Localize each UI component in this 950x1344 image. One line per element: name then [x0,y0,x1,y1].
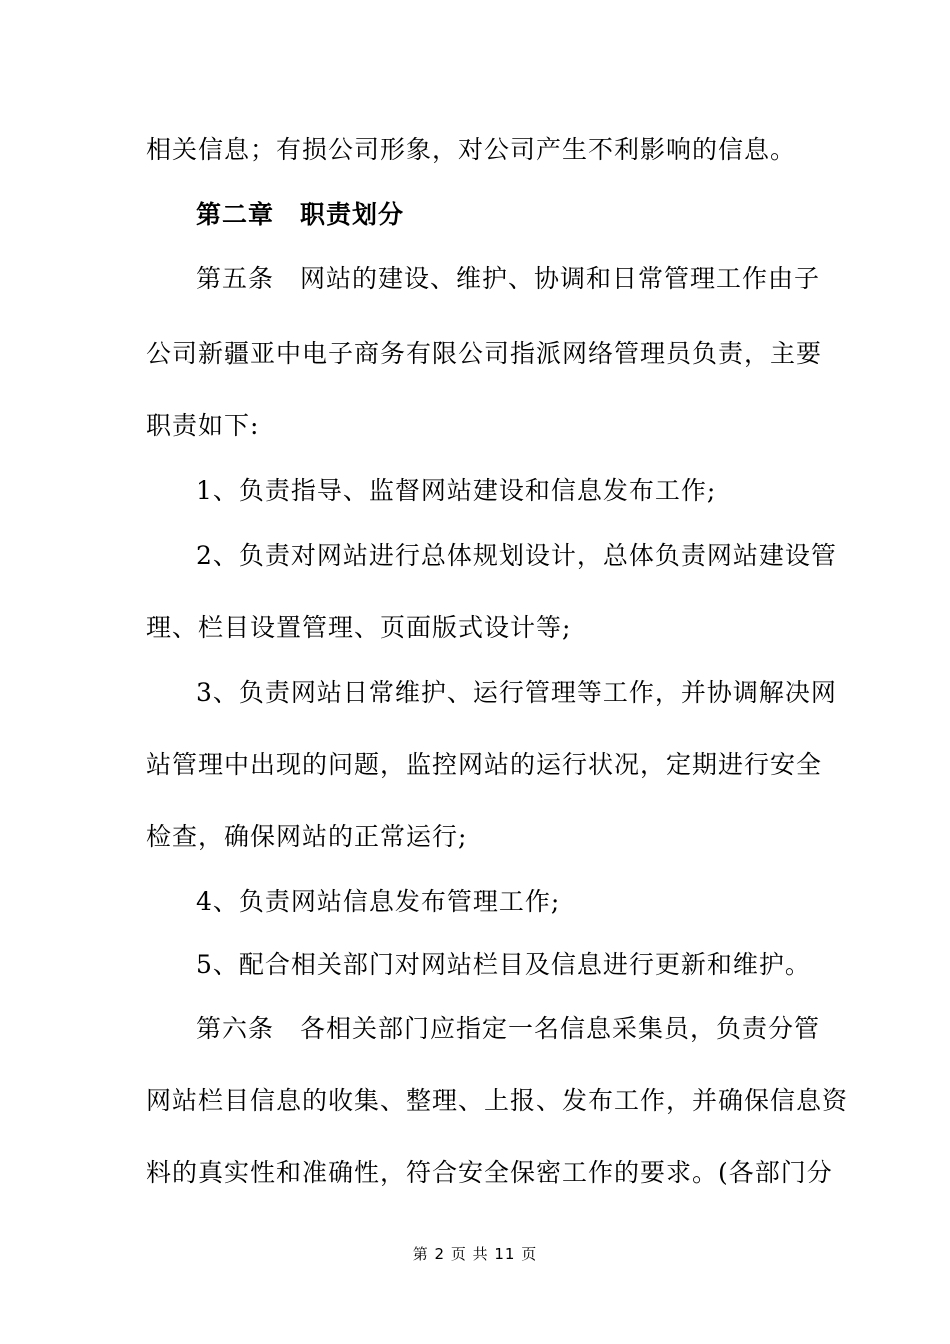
paragraph-line: 网站栏目信息的收集、整理、上报、发布工作，并确保信息资 [146,1086,849,1115]
list-item: 3、负责网站日常维护、运行管理等工作，并协调解决网 [196,678,837,707]
list-item: 4、负责网站信息发布管理工作; [196,887,561,916]
paragraph-line: 公司新疆亚中电子商务有限公司指派网络管理员负责，主要 [146,339,823,368]
article-6-line: 第六条 各相关部门应指定一名信息采集员，负责分管 [196,1014,821,1043]
paragraph-line: 相关信息；有损公司形象，对公司产生不利影响的信息。 [146,135,797,164]
paragraph-line: 料的真实性和准确性，符合安全保密工作的要求。(各部门分 [146,1158,833,1187]
page-number-footer: 第 2 页 共 11 页 [412,1245,538,1263]
paragraph-line: 理、栏目设置管理、页面版式设计等; [146,613,572,642]
list-item: 5、配合相关部门对网站栏目及信息进行更新和维护。 [196,950,811,979]
list-item: 1、负责指导、监督网站建设和信息发布工作; [196,476,717,505]
paragraph-line: 检查，确保网站的正常运行; [146,822,468,851]
list-item: 2、负责对网站进行总体规划设计，总体负责网站建设管 [196,541,837,570]
chapter-heading: 第二章 职责划分 [196,200,405,229]
article-5-line: 第五条 网站的建设、维护、协调和日常管理工作由子 [196,264,821,293]
paragraph-line: 职责如下: [146,411,260,440]
paragraph-line: 站管理中出现的问题，监控网站的运行状况，定期进行安全 [146,750,823,779]
